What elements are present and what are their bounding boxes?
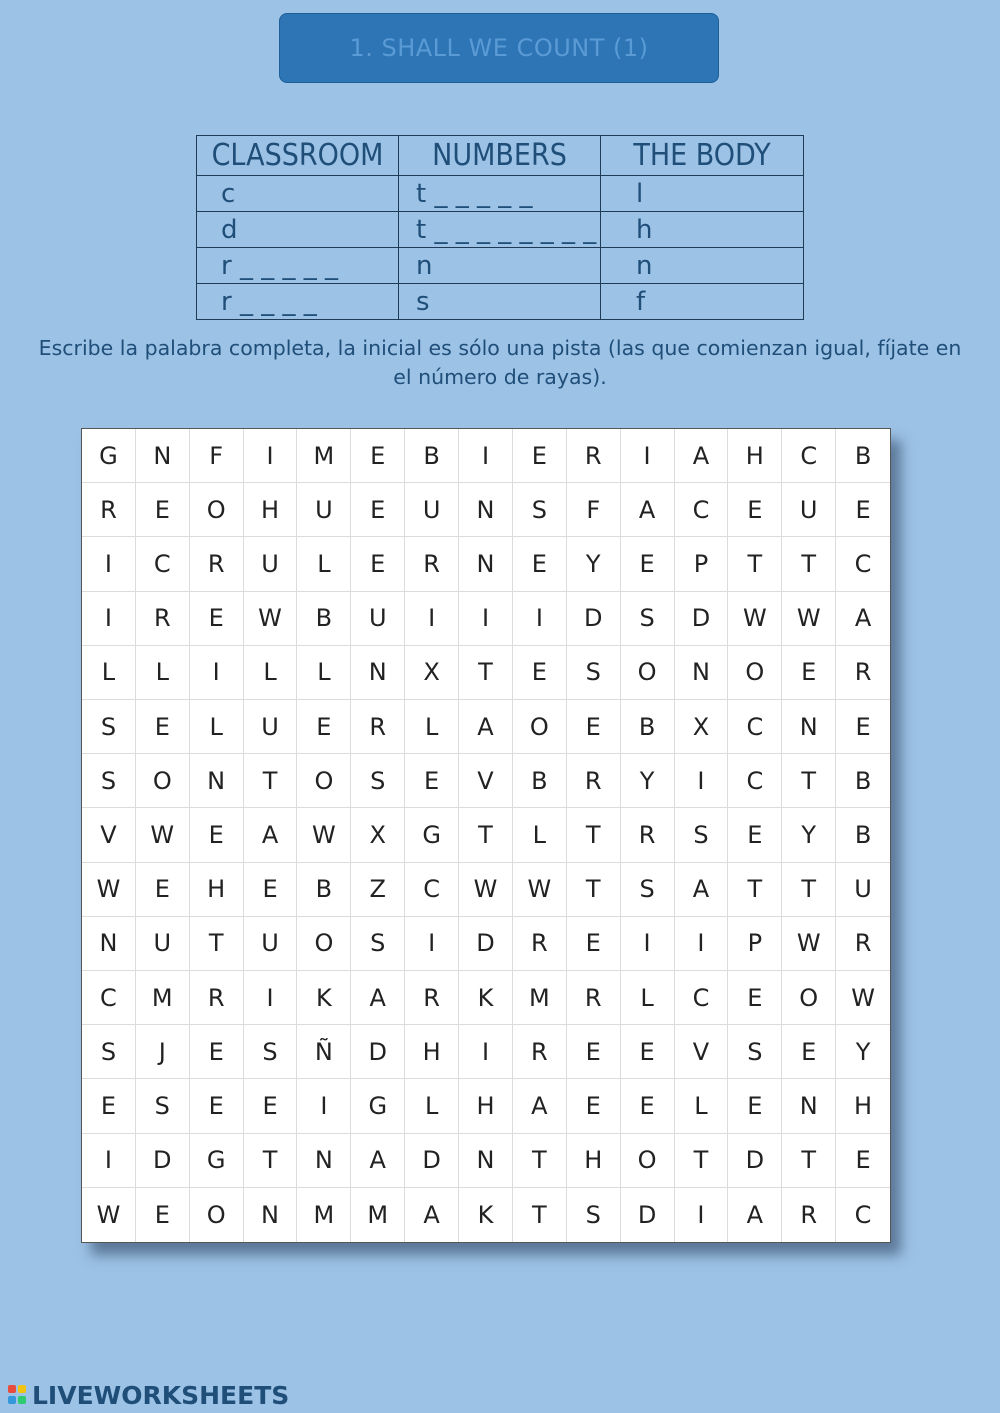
grid-cell[interactable]: L xyxy=(190,700,244,754)
grid-cell[interactable]: U xyxy=(297,483,351,537)
grid-cell[interactable]: G xyxy=(190,1134,244,1188)
grid-cell[interactable]: O xyxy=(190,483,244,537)
grid-cell[interactable]: I xyxy=(297,1079,351,1133)
grid-cell[interactable]: C xyxy=(405,863,459,917)
grid-cell[interactable]: I xyxy=(405,917,459,971)
grid-cell[interactable]: S xyxy=(621,863,675,917)
grid-cell[interactable]: T xyxy=(728,537,782,591)
grid-cell[interactable]: U xyxy=(782,483,836,537)
grid-cell[interactable]: E xyxy=(513,429,567,483)
grid-cell[interactable]: S xyxy=(675,808,729,862)
grid-cell[interactable]: C xyxy=(728,754,782,808)
grid-cell[interactable]: E xyxy=(351,483,405,537)
grid-cell[interactable]: A xyxy=(405,1188,459,1242)
grid-cell[interactable]: E xyxy=(297,700,351,754)
grid-cell[interactable]: C xyxy=(728,700,782,754)
grid-cell[interactable]: T xyxy=(675,1134,729,1188)
grid-cell[interactable]: H xyxy=(190,863,244,917)
grid-cell[interactable]: W xyxy=(82,863,136,917)
header-the-body: THE BODY xyxy=(601,136,804,176)
grid-cell[interactable]: E xyxy=(728,971,782,1025)
grid-cell[interactable]: I xyxy=(513,592,567,646)
grid-cell[interactable]: N xyxy=(459,483,513,537)
grid-cell[interactable]: M xyxy=(513,971,567,1025)
grid-cell[interactable]: E xyxy=(82,1079,136,1133)
grid-cell[interactable]: T xyxy=(513,1188,567,1242)
grid-cell[interactable]: T xyxy=(459,808,513,862)
logo-icon xyxy=(8,1383,30,1409)
grid-cell[interactable]: E xyxy=(136,863,190,917)
instruction-text: Escribe la palabra completa, la inicial es sólo una pista (las que comienzan igual, fíjate en el número de rayas). xyxy=(38,336,962,389)
grid-cell[interactable]: H xyxy=(567,1134,621,1188)
grid-cell[interactable]: V xyxy=(82,808,136,862)
grid-cell[interactable]: R xyxy=(567,429,621,483)
grid-cell[interactable]: A xyxy=(459,700,513,754)
table-cell[interactable]: t _ _ _ _ _ _ _ _ xyxy=(399,212,601,248)
grid-cell[interactable]: N xyxy=(782,700,836,754)
table-cell[interactable]: l xyxy=(601,176,804,212)
grid-cell[interactable]: O xyxy=(513,700,567,754)
grid-cell[interactable]: I xyxy=(244,971,298,1025)
grid-cell[interactable]: H xyxy=(405,1025,459,1079)
grid-cell[interactable]: E xyxy=(190,1079,244,1133)
grid-cell[interactable]: V xyxy=(675,1025,729,1079)
header-classroom: CLASSROOM xyxy=(197,136,399,176)
grid-cell[interactable]: E xyxy=(567,700,621,754)
grid-cell[interactable]: R xyxy=(405,537,459,591)
grid-cell[interactable]: B xyxy=(513,754,567,808)
grid-cell[interactable]: U xyxy=(351,592,405,646)
grid-cell[interactable]: L xyxy=(297,537,351,591)
grid-cell[interactable]: N xyxy=(82,917,136,971)
grid-cell[interactable]: M xyxy=(297,1188,351,1242)
grid-cell[interactable]: K xyxy=(459,1188,513,1242)
grid-cell[interactable]: T xyxy=(782,1134,836,1188)
table-row xyxy=(197,248,804,284)
grid-cell[interactable]: T xyxy=(782,537,836,591)
grid-cell[interactable]: I xyxy=(405,592,459,646)
grid-cell[interactable]: K xyxy=(297,971,351,1025)
table-cell[interactable]: d xyxy=(197,212,399,248)
grid-cell[interactable]: R xyxy=(351,700,405,754)
grid-cell[interactable]: I xyxy=(82,592,136,646)
grid-cell[interactable]: A xyxy=(621,483,675,537)
grid-cell[interactable]: R xyxy=(621,808,675,862)
grid-cell[interactable]: R xyxy=(190,537,244,591)
grid-cell[interactable]: W xyxy=(459,863,513,917)
grid-cell[interactable]: S xyxy=(567,1188,621,1242)
grid-cell[interactable]: E xyxy=(244,1079,298,1133)
grid-cell[interactable]: S xyxy=(621,592,675,646)
grid-cell[interactable]: R xyxy=(567,971,621,1025)
grid-cell[interactable]: R xyxy=(513,1025,567,1079)
grid-cell[interactable]: E xyxy=(190,808,244,862)
grid-cell[interactable]: N xyxy=(459,537,513,591)
grid-cell[interactable]: I xyxy=(459,592,513,646)
grid-cell[interactable]: E xyxy=(782,646,836,700)
grid-cell[interactable]: A xyxy=(675,429,729,483)
grid-cell[interactable]: D xyxy=(351,1025,405,1079)
table-cell[interactable]: s xyxy=(399,284,601,320)
grid-cell[interactable]: S xyxy=(244,1025,298,1079)
grid-cell[interactable]: T xyxy=(567,863,621,917)
grid-cell[interactable]: A xyxy=(351,1134,405,1188)
grid-cell[interactable]: F xyxy=(190,429,244,483)
grid-cell[interactable]: E xyxy=(136,1188,190,1242)
grid-cell[interactable]: R xyxy=(836,917,890,971)
grid-cell[interactable]: S xyxy=(567,646,621,700)
grid-cell[interactable]: E xyxy=(244,863,298,917)
grid-cell[interactable]: R xyxy=(190,971,244,1025)
grid-cell[interactable]: R xyxy=(405,971,459,1025)
grid-cell[interactable]: E xyxy=(836,1134,890,1188)
grid-cell[interactable]: Y xyxy=(621,754,675,808)
grid-cell[interactable]: S xyxy=(728,1025,782,1079)
grid-cell[interactable]: W xyxy=(782,917,836,971)
grid-cell[interactable]: W xyxy=(244,592,298,646)
grid-cell[interactable]: N xyxy=(351,646,405,700)
grid-cell[interactable]: R xyxy=(82,483,136,537)
grid-cell[interactable]: R xyxy=(567,754,621,808)
grid-cell[interactable]: E xyxy=(567,1079,621,1133)
grid-cell[interactable]: E xyxy=(405,754,459,808)
grid-cell[interactable]: L xyxy=(621,971,675,1025)
grid-cell[interactable]: N xyxy=(297,1134,351,1188)
grid-cell[interactable]: Y xyxy=(836,1025,890,1079)
liveworksheets-logo[interactable] xyxy=(8,1381,289,1410)
grid-cell[interactable]: R xyxy=(513,917,567,971)
grid-cell[interactable]: C xyxy=(675,483,729,537)
grid-cell[interactable]: I xyxy=(82,537,136,591)
grid-cell[interactable]: B xyxy=(836,808,890,862)
worksheet-title: 1. SHALL WE COUNT (1) xyxy=(349,34,649,62)
grid-cell[interactable]: U xyxy=(405,483,459,537)
grid-cell[interactable]: R xyxy=(136,592,190,646)
grid-cell[interactable]: E xyxy=(351,537,405,591)
grid-cell[interactable]: K xyxy=(459,971,513,1025)
table-cell[interactable]: h xyxy=(601,212,804,248)
grid-cell[interactable]: I xyxy=(459,429,513,483)
grid-cell[interactable]: T xyxy=(782,863,836,917)
grid-cell[interactable]: O xyxy=(621,1134,675,1188)
grid-cell[interactable]: L xyxy=(244,646,298,700)
grid-cell[interactable]: L xyxy=(513,808,567,862)
grid-cell[interactable]: W xyxy=(513,863,567,917)
grid-cell[interactable]: N xyxy=(136,429,190,483)
grid-cell[interactable]: D xyxy=(675,592,729,646)
grid-cell[interactable]: U xyxy=(244,917,298,971)
grid-cell[interactable]: I xyxy=(621,429,675,483)
grid-cell[interactable]: E xyxy=(190,1025,244,1079)
grid-cell[interactable]: R xyxy=(836,646,890,700)
grid-cell[interactable]: T xyxy=(190,917,244,971)
grid-cell[interactable]: S xyxy=(351,917,405,971)
grid-cell[interactable]: T xyxy=(513,1134,567,1188)
grid-cell[interactable]: E xyxy=(782,1025,836,1079)
grid-cell[interactable]: N xyxy=(675,646,729,700)
grid-cell[interactable]: G xyxy=(351,1079,405,1133)
grid-cell[interactable]: E xyxy=(136,700,190,754)
grid-cell[interactable]: C xyxy=(854,1200,872,1229)
grid-cell[interactable]: M xyxy=(136,971,190,1025)
grid-cell[interactable]: O xyxy=(782,971,836,1025)
grid-cell[interactable]: W xyxy=(82,1188,136,1242)
grid-cell[interactable]: C xyxy=(836,537,890,591)
grid-cell[interactable]: E xyxy=(728,1079,782,1133)
grid-cell[interactable]: M xyxy=(351,1188,405,1242)
grid-cell[interactable]: B xyxy=(621,700,675,754)
table-row xyxy=(197,176,804,212)
grid-cell[interactable]: C xyxy=(782,429,836,483)
grid-cell[interactable]: I xyxy=(621,917,675,971)
grid-cell[interactable]: I xyxy=(459,1025,513,1079)
grid-cell[interactable]: L xyxy=(136,646,190,700)
grid-cell[interactable]: I xyxy=(675,1188,729,1242)
grid-cell[interactable]: A xyxy=(728,1188,782,1242)
grid-cell[interactable]: L xyxy=(675,1079,729,1133)
grid-cell[interactable]: B xyxy=(836,754,890,808)
grid-cell[interactable]: D xyxy=(621,1188,675,1242)
grid-cell[interactable]: A xyxy=(351,971,405,1025)
table-cell[interactable]: r _ _ _ _ xyxy=(197,284,399,320)
grid-cell[interactable]: E xyxy=(621,1025,675,1079)
grid-cell[interactable]: O xyxy=(297,917,351,971)
grid-cell[interactable]: C xyxy=(82,971,136,1025)
grid-cell[interactable]: I xyxy=(675,754,729,808)
grid-cell[interactable]: P xyxy=(675,537,729,591)
grid-cell[interactable]: A xyxy=(675,863,729,917)
grid-cell[interactable]: E xyxy=(136,483,190,537)
grid-cell[interactable]: T xyxy=(244,754,298,808)
grid-cell[interactable]: E xyxy=(567,917,621,971)
grid-cell[interactable]: C xyxy=(675,971,729,1025)
grid-cell[interactable]: I xyxy=(190,646,244,700)
grid-cell[interactable]: O xyxy=(728,646,782,700)
grid-cell[interactable]: N xyxy=(244,1188,298,1242)
grid-cell[interactable]: E xyxy=(728,808,782,862)
word-search-grid xyxy=(82,429,890,1242)
grid-cell[interactable]: F xyxy=(567,483,621,537)
grid-cell[interactable]: E xyxy=(728,483,782,537)
grid-cell[interactable]: S xyxy=(513,483,567,537)
grid-cell[interactable]: D xyxy=(405,1134,459,1188)
grid-cell[interactable]: W xyxy=(136,808,190,862)
grid-cell[interactable]: H xyxy=(244,483,298,537)
grid-cell[interactable]: I xyxy=(82,1134,136,1188)
grid-cell[interactable]: T xyxy=(567,808,621,862)
grid-cell[interactable]: W xyxy=(836,971,890,1025)
grid-cell[interactable]: S xyxy=(351,754,405,808)
grid-cell[interactable]: L xyxy=(405,1079,459,1133)
table-cell[interactable]: t _ _ _ _ _ xyxy=(399,176,601,212)
grid-cell[interactable]: H xyxy=(836,1079,890,1133)
grid-cell[interactable]: D xyxy=(459,917,513,971)
grid-cell[interactable]: G xyxy=(82,429,136,483)
grid-cell[interactable]: E xyxy=(513,646,567,700)
vocabulary-table xyxy=(196,135,804,320)
grid-cell[interactable]: S xyxy=(82,1025,136,1079)
grid-cell[interactable]: O xyxy=(297,754,351,808)
grid-cell[interactable]: J xyxy=(136,1025,190,1079)
grid-cell[interactable]: O xyxy=(621,646,675,700)
grid-cell[interactable]: S xyxy=(82,754,136,808)
grid-cell[interactable]: G xyxy=(405,808,459,862)
grid-cell[interactable]: S xyxy=(82,700,136,754)
table-cell[interactable]: r _ _ _ _ _ xyxy=(197,248,399,284)
table-cell[interactable]: c xyxy=(197,176,399,212)
grid-cell[interactable]: U xyxy=(244,700,298,754)
grid-cell[interactable]: A xyxy=(513,1079,567,1133)
grid-cell[interactable]: M xyxy=(297,429,351,483)
grid-cell[interactable]: T xyxy=(728,863,782,917)
grid-cell[interactable]: Y xyxy=(782,808,836,862)
grid-cell[interactable]: E xyxy=(836,700,890,754)
grid-cell[interactable]: R xyxy=(782,1188,836,1242)
grid-cell[interactable]: H xyxy=(459,1079,513,1133)
grid-cell[interactable]: U xyxy=(836,863,890,917)
logo-text: LIVEWORKSHEETS xyxy=(32,1381,290,1410)
grid-cell[interactable]: O xyxy=(136,754,190,808)
grid-cell[interactable]: B xyxy=(297,592,351,646)
grid-cell[interactable]: D xyxy=(728,1134,782,1188)
word-search-puzzle xyxy=(81,428,891,1243)
grid-cell[interactable]: E xyxy=(190,592,244,646)
grid-cell[interactable]: W xyxy=(782,592,836,646)
table-cell[interactable]: n xyxy=(601,248,804,284)
grid-cell[interactable]: L xyxy=(405,700,459,754)
grid-cell[interactable]: V xyxy=(459,754,513,808)
grid-cell[interactable]: E xyxy=(836,483,890,537)
grid-cell[interactable]: W xyxy=(728,592,782,646)
table-cell[interactable]: f xyxy=(601,284,804,320)
grid-cell[interactable]: I xyxy=(675,917,729,971)
grid-cell[interactable]: H xyxy=(728,429,782,483)
grid-cell[interactable]: U xyxy=(244,537,298,591)
grid-cell[interactable]: A xyxy=(836,592,890,646)
table-cell[interactable]: n xyxy=(399,248,601,284)
grid-cell[interactable]: A xyxy=(244,808,298,862)
grid-cell[interactable]: E xyxy=(351,429,405,483)
table-row xyxy=(197,284,804,320)
grid-cell[interactable]: P xyxy=(728,917,782,971)
grid-cell[interactable]: N xyxy=(782,1079,836,1133)
grid-cell[interactable]: Z xyxy=(351,863,405,917)
grid-cell[interactable]: X xyxy=(351,808,405,862)
grid-cell[interactable]: I xyxy=(244,429,298,483)
grid-cell[interactable]: E xyxy=(513,537,567,591)
grid-cell[interactable]: T xyxy=(459,646,513,700)
grid-cell[interactable]: Ñ xyxy=(297,1025,351,1079)
grid-cell[interactable]: E xyxy=(621,537,675,591)
grid-cell[interactable]: T xyxy=(782,754,836,808)
grid-cell[interactable]: C xyxy=(136,537,190,591)
grid-cell[interactable]: N xyxy=(190,754,244,808)
table-row xyxy=(197,212,804,248)
grid-cell[interactable]: D xyxy=(567,592,621,646)
grid-cell[interactable]: X xyxy=(405,646,459,700)
grid-cell[interactable]: B xyxy=(405,429,459,483)
grid-cell[interactable]: Y xyxy=(567,537,621,591)
grid-cell[interactable]: O xyxy=(190,1188,244,1242)
grid-cell[interactable]: B xyxy=(297,863,351,917)
title-box xyxy=(279,13,719,83)
grid-cell[interactable]: N xyxy=(459,1134,513,1188)
header-numbers: NUMBERS xyxy=(399,136,601,176)
grid-cell[interactable]: B xyxy=(836,429,890,483)
grid-cell[interactable]: E xyxy=(567,1025,621,1079)
table-header-row xyxy=(197,136,804,176)
grid-cell[interactable]: L xyxy=(82,646,136,700)
grid-cell[interactable]: X xyxy=(675,700,729,754)
grid-cell[interactable]: T xyxy=(244,1134,298,1188)
grid-cell[interactable]: U xyxy=(136,917,190,971)
grid-cell[interactable]: W xyxy=(297,808,351,862)
grid-cell[interactable]: D xyxy=(136,1134,190,1188)
grid-cell[interactable]: E xyxy=(621,1079,675,1133)
grid-cell[interactable]: S xyxy=(136,1079,190,1133)
grid-cell[interactable]: L xyxy=(297,646,351,700)
